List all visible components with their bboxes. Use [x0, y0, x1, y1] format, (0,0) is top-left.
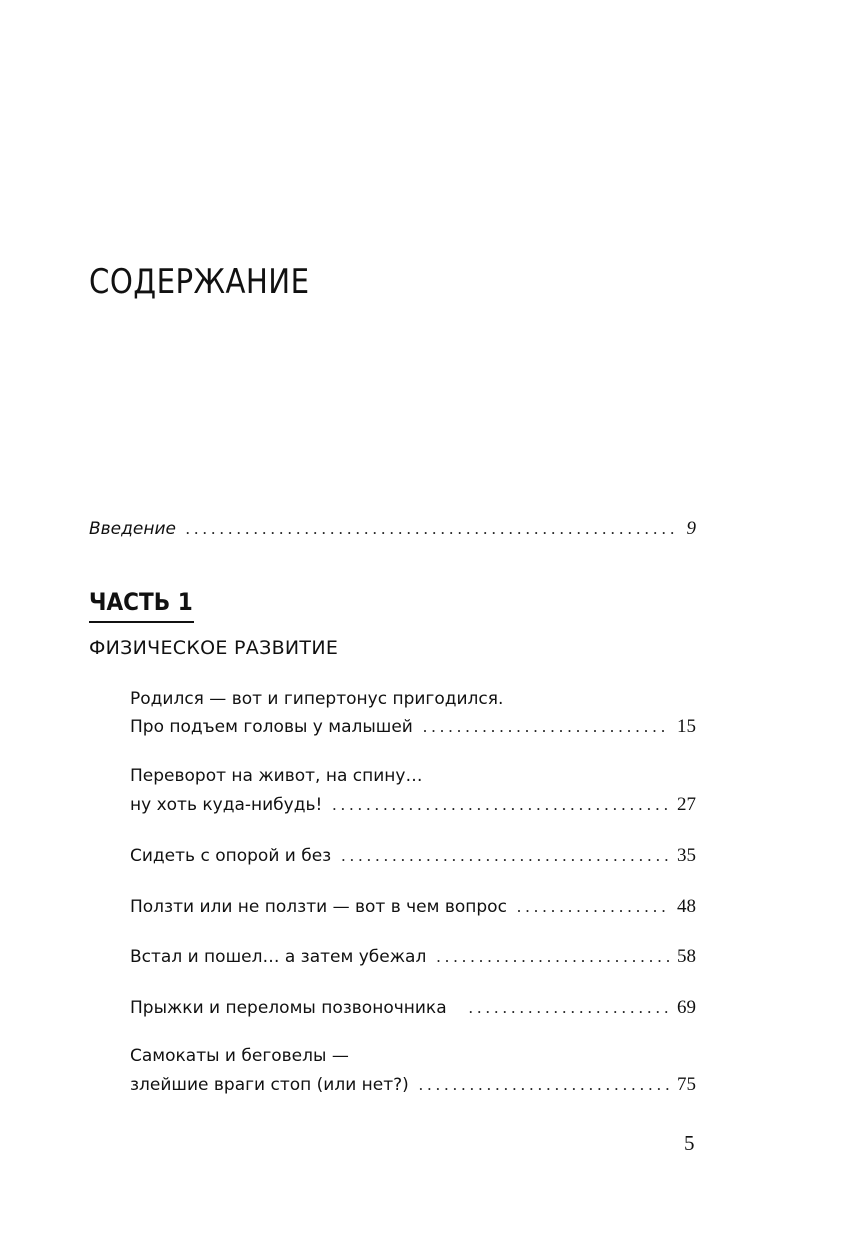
toc-page-number: 48 [677, 896, 696, 917]
toc-page-number: 75 [677, 1074, 696, 1095]
dot-leader [186, 518, 679, 540]
dot-leader [332, 794, 669, 816]
toc-entry-chapter-1[interactable] [130, 716, 696, 738]
toc-entry-label: Сидеть с опорой и без [130, 846, 332, 866]
dot-leader [436, 946, 669, 968]
toc-entry-label: Про подъем головы у малышей [130, 717, 413, 737]
toc-page-number: 58 [677, 946, 696, 967]
toc-entry-label: Прыжки и переломы позвоночника [130, 998, 447, 1018]
toc-entry-label: Встал и пошел… а затем убежал [130, 947, 427, 967]
page-title: СОДЕРЖАНИЕ [89, 262, 310, 302]
toc-entry-chapter-3[interactable] [130, 845, 696, 867]
toc-page-number: 9 [686, 518, 696, 539]
toc-entry-chapter-2[interactable] [130, 794, 696, 816]
toc-page-number: 35 [677, 845, 696, 866]
dot-leader [419, 1074, 669, 1096]
toc-entry-label: Ползти или не ползти — вот в чем вопрос [130, 897, 507, 917]
page-number: 5 [684, 1131, 695, 1155]
toc-page-number: 69 [677, 997, 696, 1018]
dot-leader [423, 716, 669, 738]
part-title: ФИЗИЧЕСКОЕ РАЗВИТИЕ [89, 637, 339, 659]
toc-entry-chapter-5[interactable] [130, 946, 696, 968]
toc-entry-intro[interactable] [89, 518, 696, 540]
toc-entry-chapter-4[interactable] [130, 896, 696, 918]
toc-entry-chapter-7[interactable] [130, 1074, 696, 1096]
toc-page-number: 27 [677, 794, 696, 815]
toc-entry-label: злейшие враги стоп (или нет?) [130, 1075, 409, 1095]
toc-entry-first-line: Родился — вот и гипертонус пригодился. [130, 689, 504, 709]
dot-leader [469, 997, 669, 1019]
part-label: ЧАСТЬ 1 [89, 588, 193, 616]
part-underline [89, 621, 194, 623]
toc-entry-label: ну хоть куда-нибудь! [130, 795, 323, 815]
toc-page-number: 15 [677, 716, 696, 737]
toc-entry-first-line: Переворот на живот, на спину… [130, 766, 423, 786]
dot-leader [341, 845, 669, 867]
toc-entry-label: Введение [89, 519, 176, 539]
dot-leader [517, 896, 669, 918]
toc-entry-chapter-6[interactable] [130, 997, 696, 1019]
toc-entry-first-line: Самокаты и беговелы — [130, 1046, 349, 1066]
